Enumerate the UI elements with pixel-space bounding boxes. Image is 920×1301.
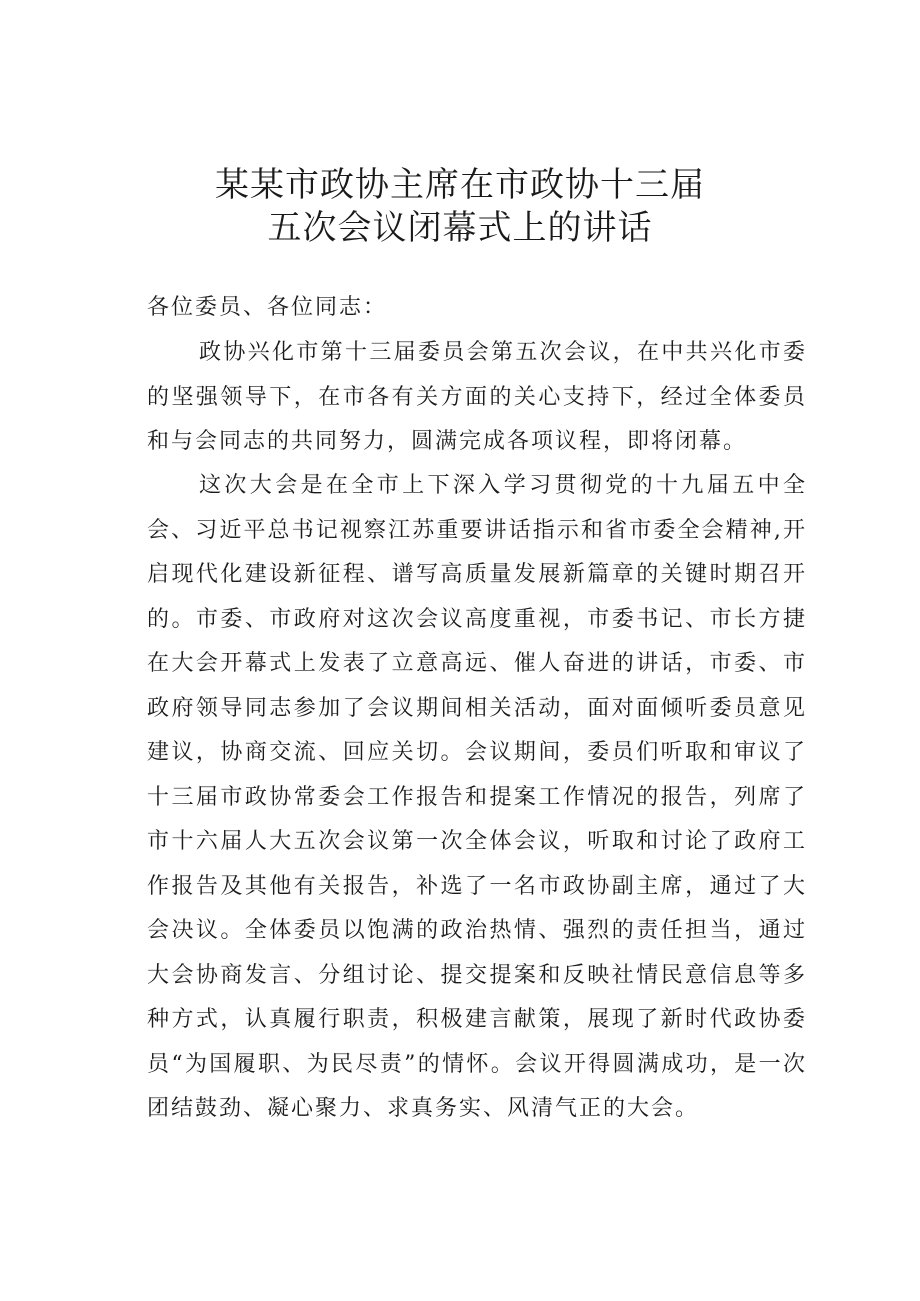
document-title-line-1: 某某市政协主席在市政协十三届	[215, 165, 705, 205]
paragraph-2: 这次大会是在全市上下深入学习贯彻党的十九届五中全会、习近平总书记视察江苏重要讲话指示和省市委全会精神,开启现代化建设新征程、谱写高质量发展新篇章的关键时期召开的。市委、市政府对这次会议高度重视，市委书记、市长方捷在大会开幕式上发表了立意高远、催人奋进的讲话，市委、市政府领导同志参加了会议期间相关活动，面对面倾听委员意见建议，协商交流、回应关切。会议期间，委员们听取和审议了十三届市政协常委会工作报告和提案工作情况的报告，列席了市十六届人大五次会议第一次全体会议，听取和讨论了政府工作报告及其他有关报告，补选了一名市政协副主席，通过了大会决议。全体委员以饱满的政治热情、强烈的责任担当，通过大会协商发言、分组讨论、提交提案和反映社情民意信息等多种方式，认真履行职责，积极建言献策，展现了新时代政协委员“为国履职、为民尽责”的情怀。会议开得圆满成功，是一次团结鼓劲、凝心聚力、求真务实、风清气正的大会。	[147, 473, 807, 1121]
salutation: 各位委员、各位同志：	[147, 295, 388, 320]
document-title-line-2: 五次会议闭幕式上的讲话	[267, 208, 653, 248]
paragraph-1: 政协兴化市第十三届委员会第五次会议，在中共兴化市委的坚强领导下，在市各有关方面的关心支持下，经过全体委员和与会同志的共同努力，圆满完成各项议程，即将闭幕。	[147, 340, 807, 454]
